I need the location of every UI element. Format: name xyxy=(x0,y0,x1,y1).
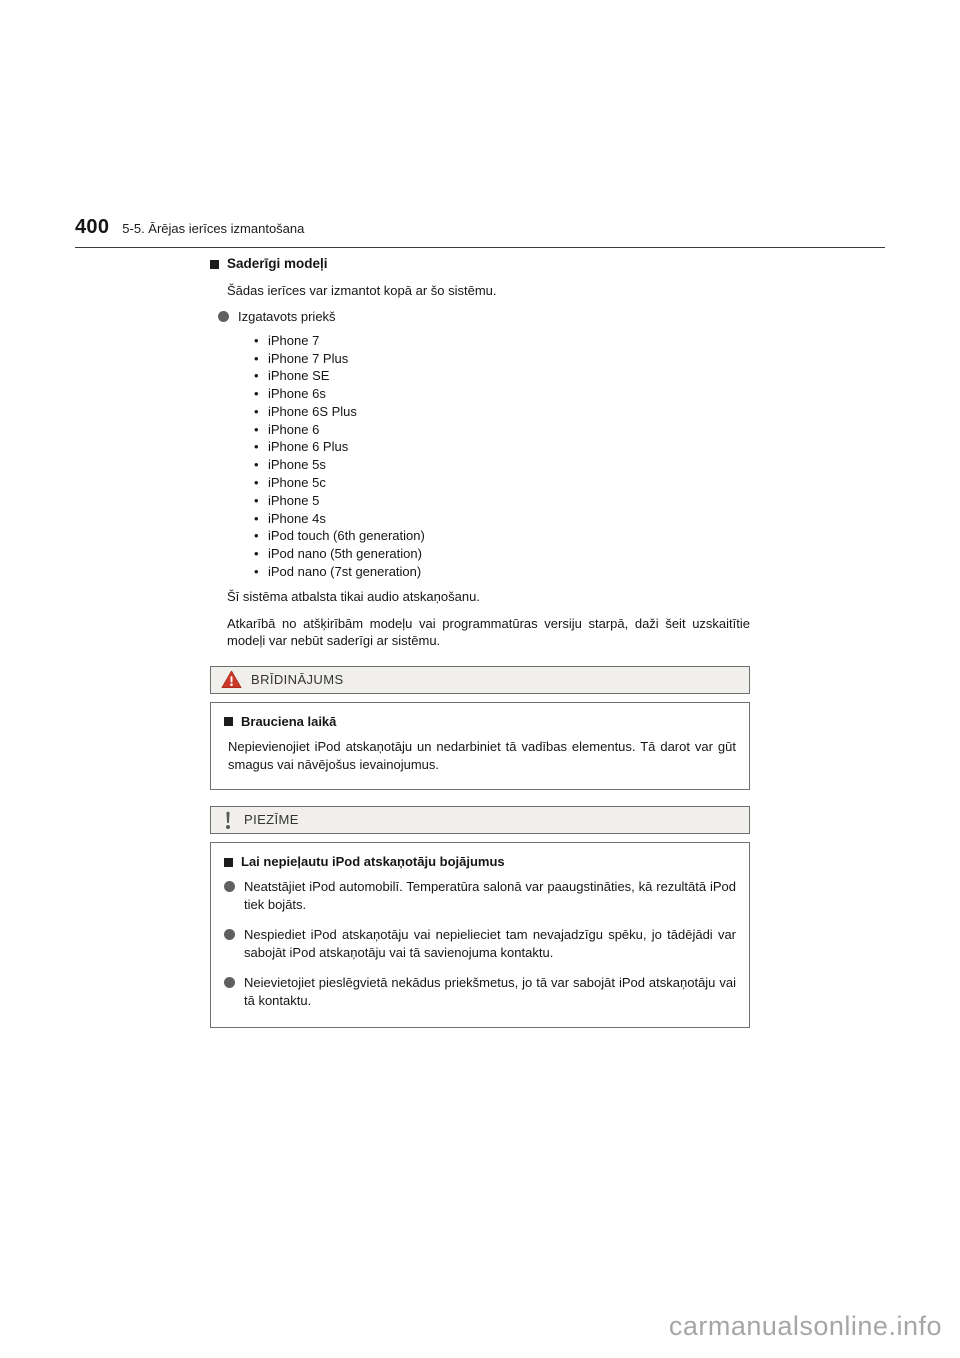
exclamation-icon xyxy=(221,810,235,830)
device-list-item: • iPhone 7 Plus xyxy=(254,350,750,368)
watermark: carmanualsonline.info xyxy=(668,1311,942,1341)
notice-item-text: Neatstājiet iPod automobilī. Temperatūra salonā var paaugstināties, kā rezultātā iPod tiek bojāts. xyxy=(244,878,736,913)
intro-text: Šādas ierīces var izmantot kopā ar šo sistēmu. xyxy=(227,283,497,299)
page-content xyxy=(210,255,750,1028)
device-list-item: • iPhone 7 xyxy=(254,332,750,350)
notice-box xyxy=(210,842,750,1027)
device-list-item: • iPhone 5c xyxy=(254,474,750,492)
notice-item xyxy=(224,926,736,963)
section-title: Saderīgi modeļi xyxy=(227,256,328,271)
square-bullet-icon xyxy=(224,858,233,867)
device-list-item: • iPod touch (6th generation) xyxy=(254,527,750,545)
device-list-item: • iPhone 5s xyxy=(254,456,750,474)
circle-bullet-icon xyxy=(224,977,235,988)
notice-heading: Lai nepieļautu iPod atskaņotāju bojājumus xyxy=(241,854,505,870)
page-header xyxy=(75,216,304,239)
warning-title: BRĪDINĀJUMS xyxy=(251,672,344,688)
header-divider xyxy=(75,247,885,248)
warning-body: Nepievienojiet iPod atskaņotāju un nedarbiniet tā vadības elementus. Tā darot var gūt smagus vai nāvējošus ievainojumus. xyxy=(228,738,736,773)
square-bullet-icon xyxy=(210,260,219,269)
device-list-item: • iPod nano (7st generation) xyxy=(254,563,750,581)
device-list-item: • iPod nano (5th generation) xyxy=(254,545,750,563)
notice-header-bar xyxy=(210,806,750,834)
warning-box xyxy=(210,702,750,790)
made-for-label: Izgatavots priekš xyxy=(238,309,336,325)
section-header: 5-5. Ārējas ierīces izmantošana xyxy=(122,221,305,236)
circle-bullet-icon xyxy=(218,311,229,322)
notice-item-text: Neievietojiet pieslēgvietā nekādus priekšmetus, jo tā var sabojāt iPod atskaņotāju vai tā kontaktu. xyxy=(244,974,736,1009)
page-number: 400 xyxy=(75,216,110,238)
notice-item xyxy=(224,974,736,1011)
circle-bullet-icon xyxy=(224,929,235,940)
device-list-item: • iPhone 6 xyxy=(254,421,750,439)
device-list-item: • iPhone SE xyxy=(254,367,750,385)
warning-subheading xyxy=(224,713,736,731)
notice-title: PIEZĪME xyxy=(244,812,299,828)
audio-note: Šī sistēma atbalsta tikai audio atskaņošanu. xyxy=(227,588,480,604)
warning-heading: Brauciena laikā xyxy=(241,713,337,729)
warning-triangle-icon xyxy=(221,670,242,689)
device-list-item: • iPhone 6 Plus xyxy=(254,438,750,456)
notice-item xyxy=(224,878,736,915)
device-list xyxy=(210,332,750,581)
notice-subheading xyxy=(224,853,736,871)
notice-item-text: Nespiediet iPod atskaņotāju vai nepielieciet tam nevajadzīgu spēku, jo tādējādi var sabojāt iPod atskaņotāju vai tā savienojuma kontaktu. xyxy=(244,926,736,961)
device-list-item: • iPhone 6s xyxy=(254,385,750,403)
square-bullet-icon xyxy=(224,717,233,726)
device-list-item: • iPhone 4s xyxy=(254,510,750,528)
device-list-item: • iPhone 5 xyxy=(254,492,750,510)
made-for-heading xyxy=(218,308,750,326)
compatibility-note: Atkarībā no atšķirībām modeļu vai programmatūras versiju starpā, daži šeit uzskaitītie modeļi var nebūt saderīgi ar sistēmu. xyxy=(227,615,750,649)
device-list-item: • iPhone 6S Plus xyxy=(254,403,750,421)
section-heading xyxy=(210,255,750,273)
warning-header-bar xyxy=(210,666,750,694)
circle-bullet-icon xyxy=(224,881,235,892)
